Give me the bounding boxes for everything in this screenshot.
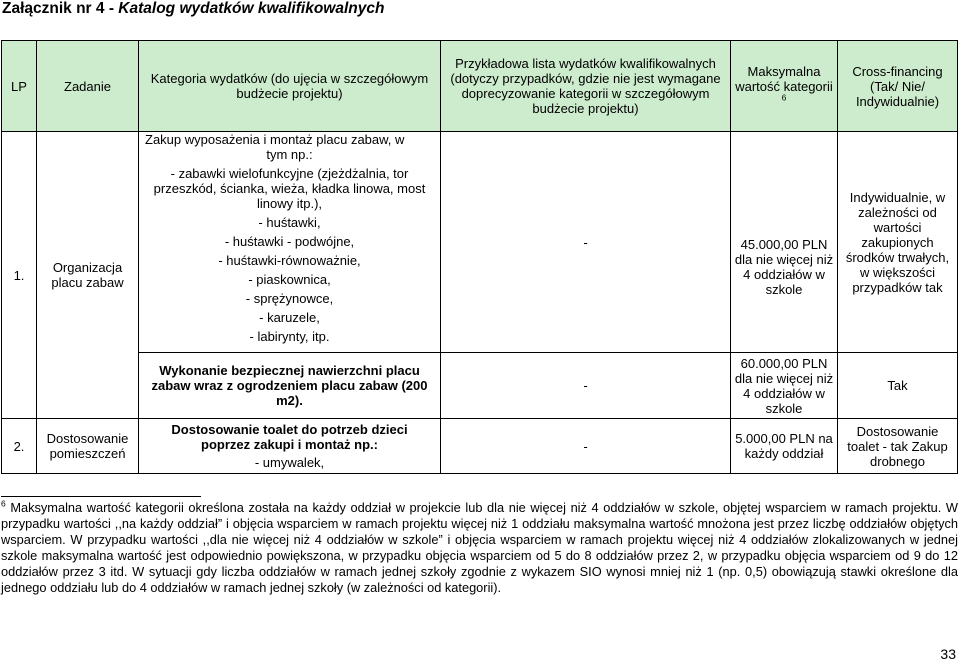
row-cross: Indywidualnie, w zależności od wartości zakupionych środków trwałych, w większości przypadków tak bbox=[838, 132, 958, 353]
table-row bbox=[2, 132, 958, 353]
kategoria-line: poprzez zakupi i montaż np.: bbox=[201, 437, 378, 452]
table-header-row bbox=[2, 41, 958, 132]
header-maks bbox=[731, 41, 838, 132]
title-prefix: Załącznik nr 4 - bbox=[2, 0, 119, 17]
row-kategoria bbox=[139, 132, 441, 353]
document-title bbox=[2, 0, 384, 18]
kategoria-line: tym np.: bbox=[266, 147, 313, 162]
footnote-ref: 6 bbox=[781, 92, 787, 103]
row-maks: 60.000,00 PLN dla nie więcej niż 4 oddziałów w szkole bbox=[731, 353, 838, 419]
kategoria-line: - sprężynowce, bbox=[245, 291, 334, 306]
kategoria-line: - zabawki wielofunkcyjne (zjeżdżalnia, tor bbox=[170, 166, 409, 181]
kategoria-line: m2). bbox=[276, 393, 303, 408]
header-kategoria: Kategoria wydatków (do ujęcia w szczegółowym budżecie projektu) bbox=[139, 41, 441, 132]
kategoria-line: - huśtawki-równoważnie, bbox=[218, 253, 361, 268]
kategoria-line: Dostosowanie toalet do potrzeb dzieci bbox=[171, 422, 408, 437]
row-maks: 45.000,00 PLN dla nie więcej niż 4 oddziałów w szkole bbox=[731, 132, 838, 353]
kategoria-line: - karuzele, bbox=[259, 310, 320, 325]
kategoria-line: zabaw wraz z ogrodzeniem placu zabaw (200 bbox=[151, 378, 428, 393]
kategoria-line: linowy itp.), bbox=[256, 196, 323, 211]
kategoria-line: Wykonanie bezpiecznej nawierzchni placu bbox=[159, 363, 420, 378]
row-maks: 5.000,00 PLN na każdy oddział bbox=[731, 419, 838, 474]
kategoria-line: - labirynty, itp. bbox=[249, 329, 330, 344]
footnote bbox=[1, 500, 958, 596]
kategoria-line: - huśtawki - podwójne, bbox=[224, 234, 355, 249]
footnote-marker: 6 bbox=[1, 498, 6, 509]
header-zadanie: Zadanie bbox=[37, 41, 139, 132]
title-italic: Katalog wydatków kwalifikowalnych bbox=[118, 0, 385, 17]
header-lista: Przykładowa lista wydatków kwalifikowalnych (dotyczy przypadków, gdzie nie jest wymagane doprecyzowanie kategorii w szczegółowym budżecie projektu) bbox=[441, 41, 731, 132]
row-kategoria bbox=[139, 419, 441, 474]
kategoria-line: - umywalek, bbox=[254, 455, 325, 470]
footnote-text: Maksymalna wartość kategorii określona została na każdy oddział w projekcie lub dla nie więcej niż 4 oddziałów w szkole, objętej wsparciem w ramach projektu. W przypadku wartości ,,na każdy oddział” i objęcia wsparciem w ramach projektu więcej niż 1 oddziału maksymalna wartość mnożona jest przez liczbę oddziałów objętych wsparciem. W przypadku wartości ,,dla nie więcej niż 4 oddziałów w szkole” i objęcia wsparciem w ramach projektu więcej niż 4 oddziałów zlokalizowanych w jednej szkole maksymalna wartość jest odpowiednio powiększona, w przypadku objęcia wsparciem od 5 do 8 oddziałów przez 2, w przypadku objęcia wsparciem od 9 do 12 oddziałów przez 3 itd. W sytuacji gdy liczba oddziałów w ramach jednej szkoły zgodnie z wykazem SIO wynosi mniej niż 1 (np. 0,5) obowiązują stawki określone dla jednego oddziału lub do 4 oddziałów w ramach jednej szkoły (w zależności od kategorii). bbox=[1, 500, 958, 595]
row-cross: Dostosowanie toalet - tak Zakup drobnego bbox=[838, 419, 958, 474]
header-cross: Cross-financing (Tak/ Nie/ Indywidualnie) bbox=[838, 41, 958, 132]
page-number: 33 bbox=[940, 646, 956, 662]
kategoria-line: Zakup wyposażenia i montaż placu zabaw, w bbox=[145, 132, 405, 147]
row-cross: Tak bbox=[838, 353, 958, 419]
row-zadanie: Organizacja placu zabaw bbox=[37, 132, 139, 419]
row-kategoria bbox=[139, 353, 441, 419]
table-row bbox=[2, 419, 958, 474]
header-lp: LP bbox=[2, 41, 37, 132]
kategoria-line: - huśtawki, bbox=[258, 215, 321, 230]
row-lista: - bbox=[441, 132, 731, 353]
row-lp: 2. bbox=[2, 419, 37, 474]
row-lista: - bbox=[441, 353, 731, 419]
expense-catalog-table bbox=[1, 40, 958, 474]
row-lista: - bbox=[441, 419, 731, 474]
kategoria-line: - piaskownica, bbox=[248, 272, 331, 287]
row-lp: 1. bbox=[2, 132, 37, 419]
footnote-separator bbox=[1, 496, 201, 497]
row-zadanie: Dostosowanie pomieszczeń bbox=[37, 419, 139, 474]
header-maks-label: Maksymalna wartość kategorii bbox=[735, 63, 833, 94]
table-row bbox=[2, 353, 958, 419]
kategoria-line: przeszkód, ścianka, wieża, kładka linowa, most bbox=[153, 181, 426, 196]
